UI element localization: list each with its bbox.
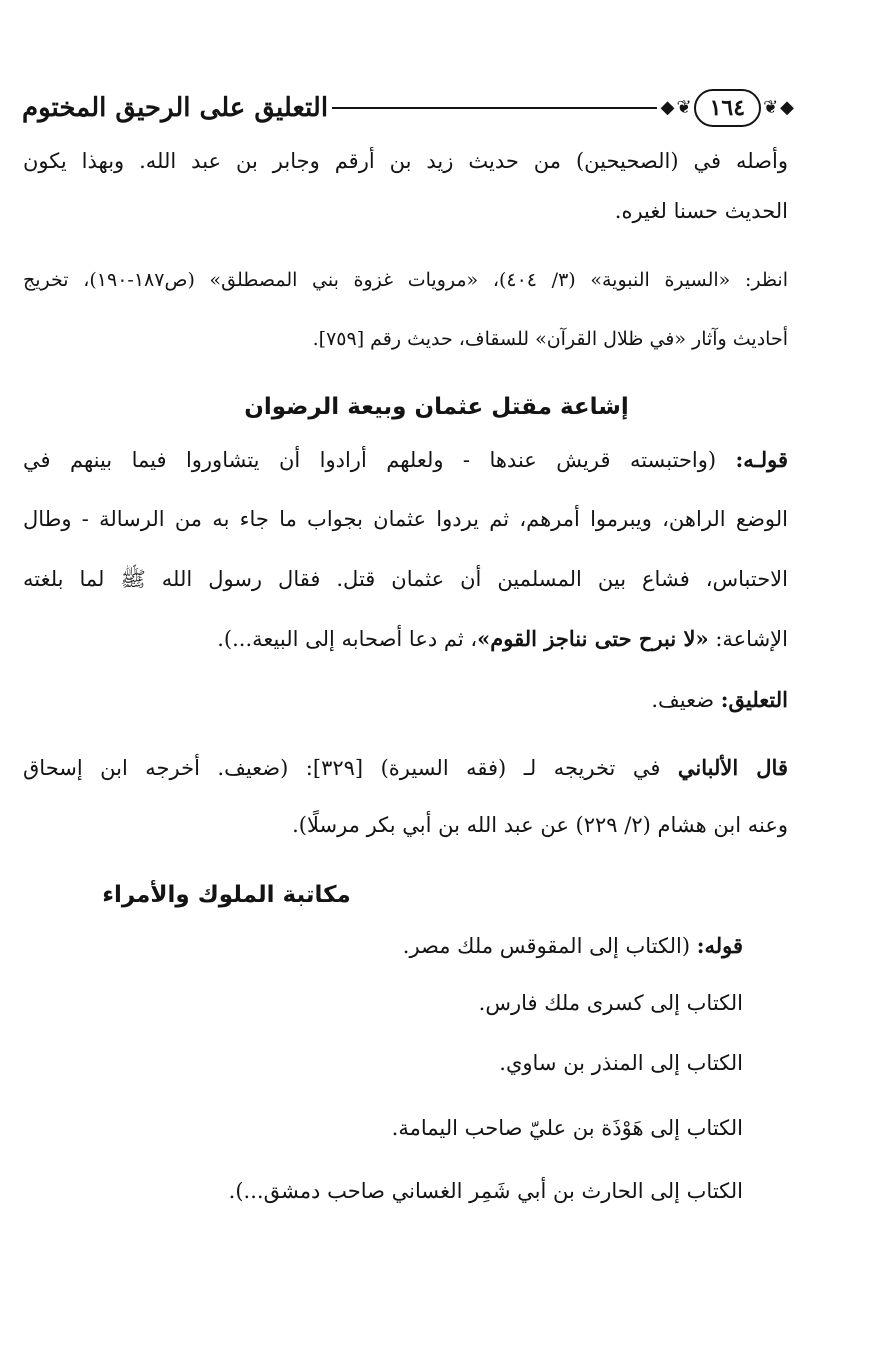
albani-line-2: وعنه ابن هشام (٢/ ٢٢٩) عن عبد الله بن أبي بكر مرسلًا). [292, 813, 788, 837]
letter-item: الكتاب إلى الحارث بن أبي شَمِر الغساني صاحب دمشق...). [228, 1179, 743, 1203]
diamond-ornament-icon: ◆ [660, 97, 675, 118]
letter-item: الكتاب إلى المنذر بن ساوي. [499, 1051, 743, 1075]
page-number: ١٦٤ [694, 89, 761, 127]
quote-label: قولـه: [735, 447, 788, 472]
quote-line-2: الوضع الراهن، ويبرموا أمرهم، ثم يردوا عثمان بجواب ما جاء به من الرسالة - وطال [23, 507, 788, 531]
diamond-ornament-icon: ◆ [780, 97, 794, 118]
quote-line-1 [23, 446, 788, 474]
albani-line-1 [23, 754, 788, 782]
quote-line-4 [23, 625, 788, 653]
page-number-ornament [661, 89, 794, 127]
section-heading-letters: مكاتبة الملوك والأمراء [102, 882, 351, 908]
reference-line-2: أحاديث وآثار «في ظلال القرآن» للسقاف، حديث رقم [٧٥٩]. [312, 328, 788, 350]
letter-text: (الكتاب إلى المقوقس ملك مصر. [402, 934, 697, 958]
quote-text-4-post: ، ثم دعا أصحابه إلى البيعة...). [217, 627, 478, 651]
letter-item: الكتاب إلى هَوْذَة بن عليّ صاحب اليمامة. [391, 1116, 743, 1140]
running-header-title: التعليق على الرحيق المختوم [22, 93, 329, 123]
curl-ornament-icon: ❦ [763, 97, 779, 118]
comment-label: التعليق: [720, 687, 788, 712]
albani-label: قال الألباني [677, 755, 788, 780]
letter-item [43, 932, 743, 960]
quote-line-3: الاحتباس، فشاع بين المسلمين أن عثمان قتل. فقال رسول الله ﷺ لما بلغته [23, 567, 788, 591]
curl-ornament-icon: ❦ [676, 97, 692, 118]
intro-line-2: الحديث حسنا لغيره. [614, 199, 788, 223]
letters-quote-label: قوله: [696, 933, 743, 958]
hadith-quote: «لا نبرح حتى نناجز القوم» [477, 626, 709, 651]
intro-line-1: وأصله في (الصحيحين) من حديث زيد بن أرقم وجابر بن عبد الله. وبهذا يكون [23, 149, 788, 173]
section-heading-uthman: إشاعة مقتل عثمان وبيعة الرضوان [244, 394, 629, 420]
comment-text: ضعيف. [651, 688, 721, 712]
running-header [14, 85, 794, 131]
quote-text-4-pre: الإشاعة: [708, 627, 788, 651]
comment-line [23, 686, 788, 714]
albani-text-1: في تخريجه لـ (فقه السيرة) [٣٢٩]: (ضعيف. أخرجه ابن إسحاق [23, 756, 678, 780]
letter-item: الكتاب إلى كسرى ملك فارس. [478, 991, 743, 1015]
quote-text-1: (واحتبسته قريش عندها - ولعلهم أرادوا أن يتشاوروا فيما بينهم في [23, 448, 717, 472]
header-rule [332, 107, 657, 109]
reference-line-1: انظر: «السيرة النبوية» (٣/ ٤٠٤)، «مرويات غزوة بني المصطلق» (ص١٨٧-١٩٠)، تخريج [23, 269, 788, 291]
